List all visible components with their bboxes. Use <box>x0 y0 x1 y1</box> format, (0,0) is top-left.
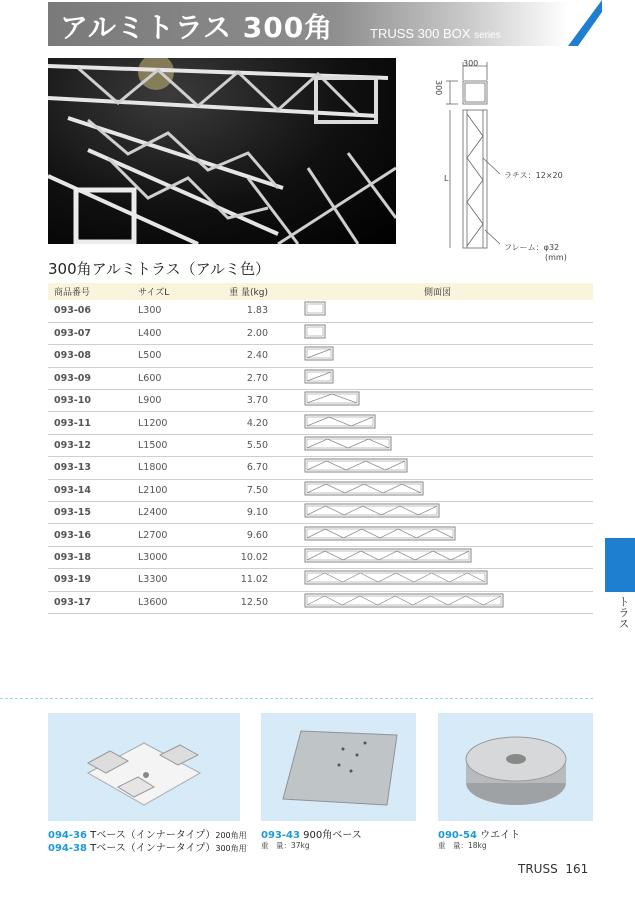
product-code: 093-06 <box>48 300 132 322</box>
product-weight: 9.60 <box>214 524 276 546</box>
product-size: L1200 <box>132 412 214 434</box>
product-weight: 2.70 <box>214 367 276 389</box>
product-code: 093-14 <box>48 479 132 501</box>
side-view-cell <box>276 524 593 546</box>
truss-photo-illustration <box>48 58 396 244</box>
side-view-cell <box>276 322 593 344</box>
product-code: 093-13 <box>48 457 132 479</box>
diagram-frame-label: フレーム：φ32 <box>504 243 560 252</box>
table-row <box>48 434 593 456</box>
product-code: 093-12 <box>48 434 132 456</box>
table-row <box>48 479 593 501</box>
side-view-icon <box>304 548 472 564</box>
diagram-dim-side: 300 <box>434 80 443 96</box>
side-view-icon <box>304 391 360 407</box>
section-index-label: トラス <box>617 596 630 629</box>
product-size: L2700 <box>132 524 214 546</box>
diagram-unit: (mm) <box>545 253 567 262</box>
page-header <box>48 2 568 46</box>
product-size: L1500 <box>132 434 214 456</box>
t-base-image <box>48 713 240 821</box>
base-plate-code: 093-43 <box>261 830 300 841</box>
t-base-200-code: 094-36 <box>48 830 87 841</box>
product-size: L2100 <box>132 479 214 501</box>
product-weight: 4.20 <box>214 412 276 434</box>
base-plate-illustration <box>261 713 416 821</box>
t-base-illustration <box>48 713 240 821</box>
side-view-icon <box>304 414 376 430</box>
weight-weight: 重 量：18kg <box>438 841 487 850</box>
table-row <box>48 300 593 322</box>
product-weight: 1.83 <box>214 300 276 322</box>
product-code: 093-10 <box>48 390 132 412</box>
side-view-icon <box>304 324 326 340</box>
product-weight: 6.70 <box>214 457 276 479</box>
side-view-cell <box>276 412 593 434</box>
side-view-cell <box>276 546 593 568</box>
t-base-300-caption-2 <box>48 839 247 854</box>
base-plate-weight: 重 量：37kg <box>261 841 310 850</box>
truss-photo <box>48 58 396 244</box>
side-view-icon <box>304 593 504 609</box>
product-size: L300 <box>132 300 214 322</box>
table-row <box>48 569 593 591</box>
side-view-icon <box>304 369 334 385</box>
product-weight: 9.10 <box>214 502 276 524</box>
table-row <box>48 345 593 367</box>
side-view-icon <box>304 481 424 497</box>
side-view-cell <box>276 479 593 501</box>
side-view-cell <box>276 457 593 479</box>
product-weight: 5.50 <box>214 434 276 456</box>
footer-label: TRUSS <box>518 862 558 876</box>
product-code: 093-16 <box>48 524 132 546</box>
product-size: L1800 <box>132 457 214 479</box>
header-corner-stripe <box>542 0 602 46</box>
product-code: 093-19 <box>48 569 132 591</box>
product-code: 093-15 <box>48 502 132 524</box>
series-label <box>370 26 501 41</box>
weight-image <box>438 713 593 821</box>
table-row <box>48 367 593 389</box>
divider <box>0 698 593 699</box>
product-code: 093-08 <box>48 345 132 367</box>
page-footer <box>518 862 588 876</box>
product-weight: 11.02 <box>214 569 276 591</box>
t-base-300-note: 300角用 <box>215 844 247 853</box>
table-row <box>48 412 593 434</box>
page-number: 161 <box>565 862 589 876</box>
product-code: 093-11 <box>48 412 132 434</box>
product-weight: 12.50 <box>214 591 276 613</box>
side-view-icon <box>304 458 408 474</box>
t-base-300-name: Tベース（インナータイプ） <box>90 843 216 854</box>
col-side: 側面図 <box>423 288 451 298</box>
section-title: 300角アルミトラス（アルミ色） <box>48 260 270 278</box>
spec-table <box>48 283 593 614</box>
product-size: L2400 <box>132 502 214 524</box>
side-view-cell <box>276 367 593 389</box>
product-size: L3000 <box>132 546 214 568</box>
product-size: L3300 <box>132 569 214 591</box>
side-view-icon <box>304 346 334 362</box>
diagram-brace-label: ラチス：12×20 <box>504 171 563 180</box>
col-size: サイズL <box>138 288 170 298</box>
product-weight: 2.40 <box>214 345 276 367</box>
product-size: L500 <box>132 345 214 367</box>
product-weight: 3.70 <box>214 390 276 412</box>
diagram-dim-top: 300 <box>463 59 479 68</box>
product-size: L900 <box>132 390 214 412</box>
diagram-length-label: L <box>444 174 449 183</box>
page-title: アルミトラス 300角 <box>60 11 334 44</box>
product-size: L400 <box>132 322 214 344</box>
side-view-icon <box>304 301 326 317</box>
table-row <box>48 546 593 568</box>
base-plate-image <box>261 713 416 821</box>
side-view-icon <box>304 526 456 542</box>
truss-dimension-diagram <box>430 58 600 268</box>
base-plate-caption <box>261 826 362 841</box>
product-weight: 2.00 <box>214 322 276 344</box>
weight-code: 090-54 <box>438 830 477 841</box>
product-weight: 10.02 <box>214 546 276 568</box>
side-view-cell <box>276 434 593 456</box>
base-plate-name: 900角ベース <box>303 830 362 841</box>
col-weight: 重 量(kg) <box>229 288 268 298</box>
side-view-cell <box>276 502 593 524</box>
col-code: 商品番号 <box>54 288 91 298</box>
table-row <box>48 457 593 479</box>
table-row <box>48 524 593 546</box>
table-row <box>48 591 593 613</box>
weight-caption <box>438 826 520 841</box>
spec-table-header <box>48 283 593 300</box>
side-view-icon <box>304 503 440 519</box>
side-view-cell <box>276 569 593 591</box>
table-row <box>48 502 593 524</box>
side-view-cell <box>276 591 593 613</box>
product-code: 093-17 <box>48 591 132 613</box>
side-view-cell <box>276 345 593 367</box>
product-size: L600 <box>132 367 214 389</box>
series-main: TRUSS 300 BOX <box>370 26 471 41</box>
side-view-icon <box>304 570 488 586</box>
table-row <box>48 390 593 412</box>
table-row <box>48 322 593 344</box>
side-view-cell <box>276 300 593 322</box>
side-view-cell <box>276 390 593 412</box>
weight-name: ウエイト <box>480 830 521 841</box>
product-size: L3600 <box>132 591 214 613</box>
section-index-tab <box>605 538 635 592</box>
product-weight: 7.50 <box>214 479 276 501</box>
t-base-300-code: 094-38 <box>48 843 87 854</box>
product-code: 093-09 <box>48 367 132 389</box>
t-base-200-name: Tベース（インナータイプ） <box>90 830 216 841</box>
side-view-icon <box>304 436 392 452</box>
product-code: 093-07 <box>48 322 132 344</box>
series-suffix: series <box>474 30 501 41</box>
weight-illustration <box>438 713 593 821</box>
product-code: 093-18 <box>48 546 132 568</box>
t-base-200-note: 200角用 <box>215 831 247 840</box>
